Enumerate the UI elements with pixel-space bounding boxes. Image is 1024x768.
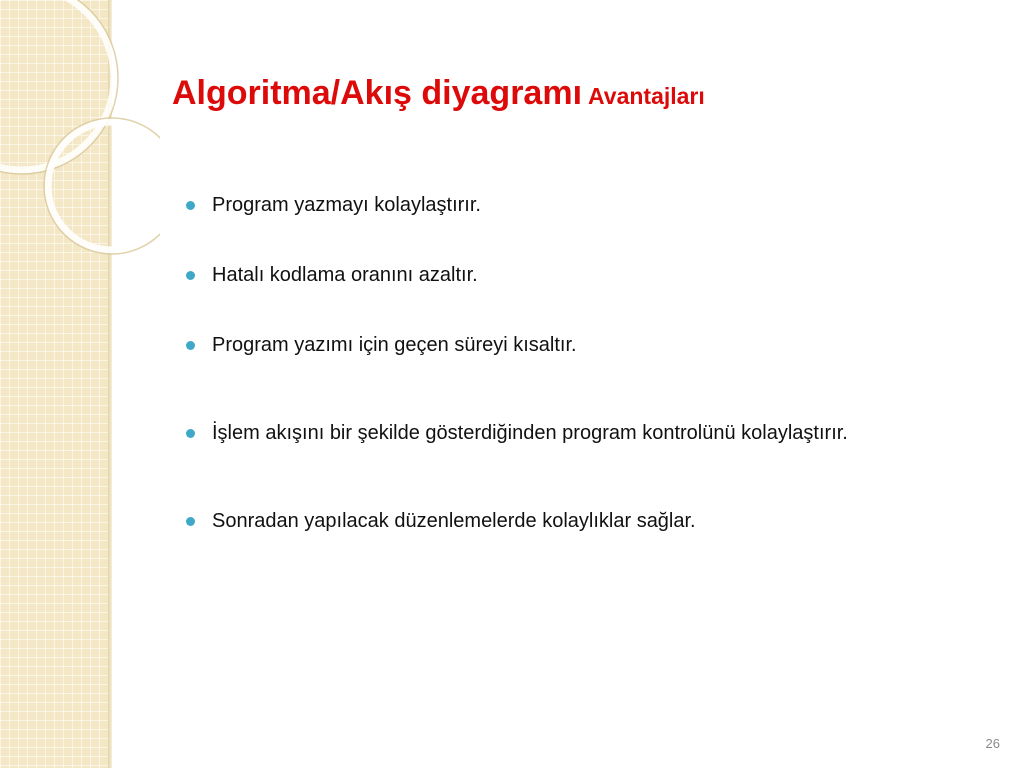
bullet-text: Program yazmayı kolaylaştırır. [212,194,481,216]
bullet-text: Hatalı kodlama oranını azaltır. [212,264,478,286]
bullet-item [186,398,946,468]
bullet-item [186,258,946,292]
bullet-list [186,188,946,574]
bullet-item [186,188,946,222]
bullet-dot-icon [186,341,195,350]
bullet-item [186,328,946,362]
bullet-item [186,504,946,538]
page-number: 26 [985,736,1000,751]
bullet-dot-icon [186,271,195,280]
ring-small-shadow [44,118,160,254]
bullet-dot-icon [186,201,195,210]
decorative-rings [0,0,160,260]
bullet-text: Sonradan yapılacak düzenlemelerde kolaylıklar sağlar. [212,510,696,532]
ring-small [48,122,160,250]
slide-title-sub: Avantajları [588,83,705,109]
slide-title-main: Algoritma/Akış diyagramı [172,74,583,112]
bullet-text: Program yazımı için geçen süreyi kısaltır. [212,334,577,356]
bullet-text: İşlem akışını bir şekilde gösterdiğinden program kontrolünü kolaylaştırır. [212,422,848,444]
ring-large [0,0,114,170]
bullet-dot-icon [186,517,195,526]
bullet-dot-icon [186,429,195,438]
slide-title [172,74,705,113]
